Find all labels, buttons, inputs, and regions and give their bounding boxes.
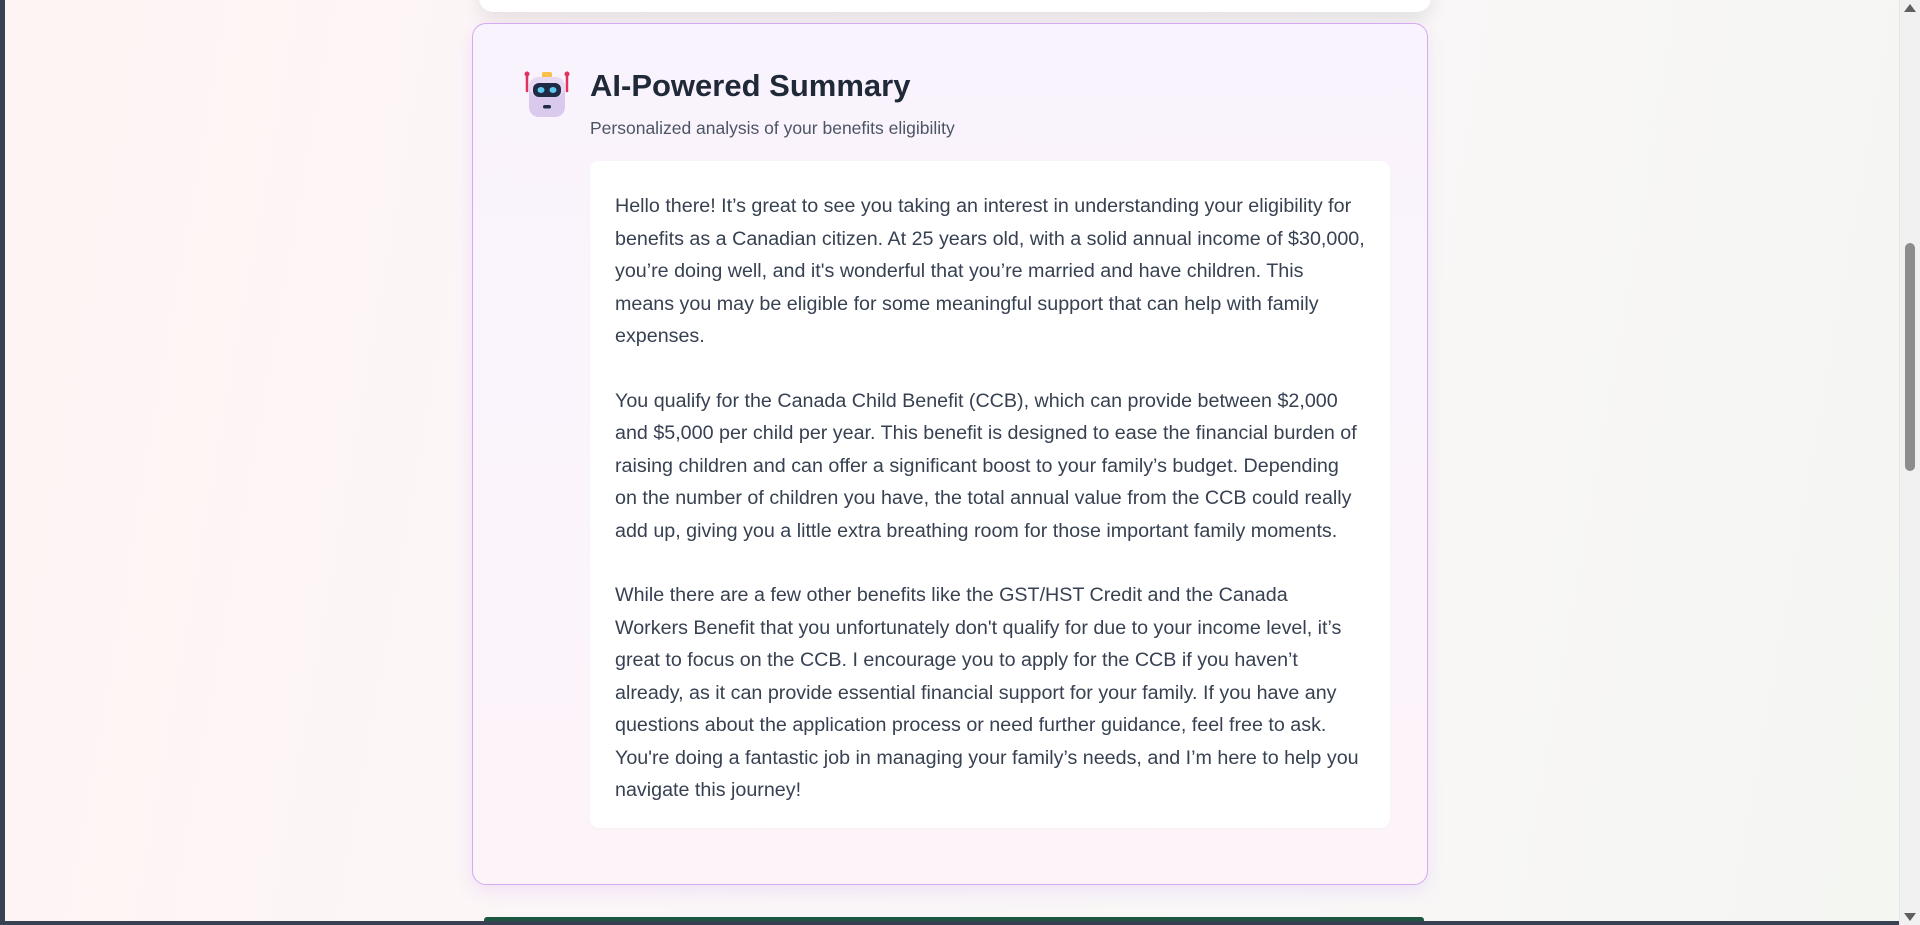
scroll-down-icon[interactable] — [1904, 913, 1916, 921]
page-viewport — [5, 0, 1899, 921]
ai-summary-card — [472, 23, 1428, 885]
summary-text-box — [590, 161, 1390, 828]
robot-icon — [523, 69, 571, 121]
summary-paragraph: Hello there! It’s great to see you taking an interest in understanding your eligibility for benefits as a Canadian citizen. At 25 years old, with a solid annual income of $30,000, you’re doing well, and it's wonderful that you’re married and have children. This means you may be eligible for some meaningful support that can help with family expenses. — [615, 195, 1365, 347]
scroll-up-icon[interactable] — [1904, 4, 1916, 12]
previous-card — [479, 0, 1431, 12]
scrollbar-thumb[interactable] — [1905, 243, 1915, 471]
next-card — [484, 917, 1424, 921]
summary-paragraph: You qualify for the Canada Child Benefit (CCB), which can provide between $2,000 and $5,000 per child per year. This benefit is designed to ease the financial burden of raising children and can offer a significant boost to your family’s budget. Depending on the number of children you have, the total annual value from the CCB could really add up, giving you a little extra breathing room for those important family moments. — [615, 389, 1357, 542]
summary-title: AI-Powered Summary — [590, 68, 911, 103]
page-scrollbar[interactable] — [1899, 0, 1920, 925]
summary-subtitle: Personalized analysis of your benefits eligibility — [590, 118, 955, 138]
summary-paragraph: While there are a few other benefits like the GST/HST Credit and the Canada Workers Benefit that you unfortunately don't qualify for due to your income level, it’s great to focus on the CCB. I encourage you to apply for the CCB if you haven’t already, as it can provide essential financial support for your family. If you have any questions about the application process or need further guidance, feel free to ask. You're doing a fantastic job in managing your family’s needs, and I’m here to help you navigate this journey! — [615, 584, 1359, 801]
